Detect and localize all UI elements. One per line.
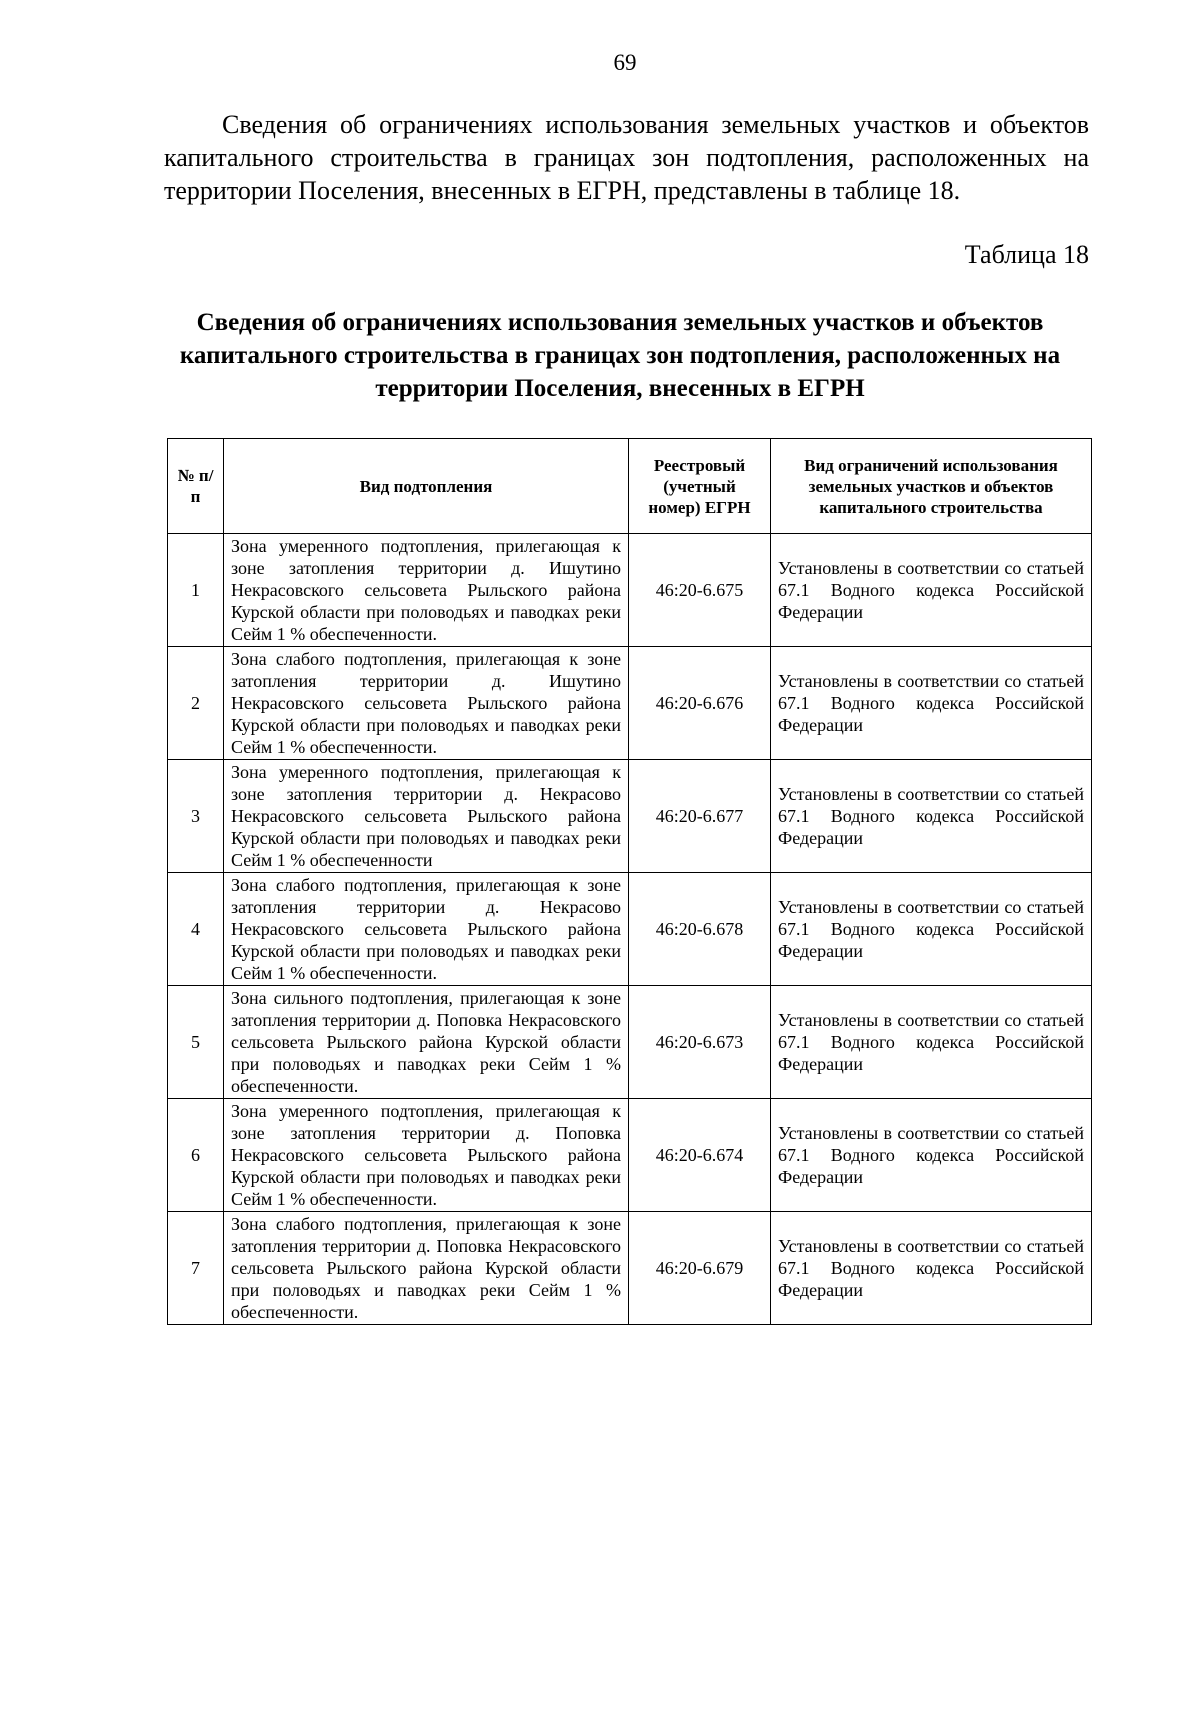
row-num: 4 <box>168 873 224 986</box>
row-restriction: Установлены в соответствии со статьей 67.1 Водного кодекса Российской Федерации <box>771 1212 1092 1325</box>
intro-paragraph <box>164 108 1089 207</box>
restrictions-table <box>167 438 1092 1325</box>
table-title: Сведения об ограничениях использования земельных участков и объектов капитального строительства в границах зон подтопления, расположенных на территории Поселения, внесенных в ЕГРН <box>179 309 1061 402</box>
row-type: Зона сильного подтопления, прилегающая к зоне затопления территории д. Поповка Некрасовского сельсовета Рыльского района Курской области при половодьях и паводках реки Сейм 1 % обеспеченности. <box>224 986 629 1099</box>
header-num: № п/п <box>168 439 224 534</box>
row-restriction: Установлены в соответствии со статьей 67.1 Водного кодекса Российской Федерации <box>771 534 1092 647</box>
row-type: Зона умеренного подтопления, прилегающая к зоне затопления территории д. Поповка Некрасовского сельсовета Рыльского района Курской области при половодьях и паводках реки Сейм 1 % обеспеченности. <box>224 1099 629 1212</box>
table-row <box>168 1212 1092 1325</box>
row-type: Зона умеренного подтопления, прилегающая к зоне затопления территории д. Некрасово Некрасовского сельсовета Рыльского района Курской области при половодьях и паводках реки Сейм 1 % обеспеченности <box>224 760 629 873</box>
row-registry: 46:20-6.677 <box>629 760 771 873</box>
row-num: 6 <box>168 1099 224 1212</box>
row-restriction: Установлены в соответствии со статьей 67.1 Водного кодекса Российской Федерации <box>771 986 1092 1099</box>
intro-text: Сведения об ограничениях использования земельных участков и объектов капитального строительства в границах зон подтопления, расположенных на территории Поселения, внесенных в ЕГРН, представлены в таблице 18. <box>164 110 1089 205</box>
table-label: Таблица 18 <box>964 240 1089 269</box>
row-num: 7 <box>168 1212 224 1325</box>
header-type: Вид подтопления <box>224 439 629 534</box>
row-restriction: Установлены в соответствии со статьей 67.1 Водного кодекса Российской Федерации <box>771 1099 1092 1212</box>
header-registry: Реестровый (учетный номер) ЕГРН <box>629 439 771 534</box>
row-registry: 46:20-6.673 <box>629 986 771 1099</box>
row-restriction: Установлены в соответствии со статьей 67.1 Водного кодекса Российской Федерации <box>771 760 1092 873</box>
row-num: 5 <box>168 986 224 1099</box>
table-row <box>168 647 1092 760</box>
header-restriction: Вид ограничений использования земельных участков и объектов капитального строительства <box>771 439 1092 534</box>
row-registry: 46:20-6.675 <box>629 534 771 647</box>
table-row <box>168 760 1092 873</box>
table-row <box>168 873 1092 986</box>
page-number: 69 <box>613 50 637 75</box>
row-type: Зона слабого подтопления, прилегающая к зоне затопления территории д. Ишутино Некрасовского сельсовета Рыльского района Курской области при половодьях и паводках реки Сейм 1 % обеспеченности. <box>224 647 629 760</box>
table-row <box>168 534 1092 647</box>
table-row <box>168 1099 1092 1212</box>
row-type: Зона слабого подтопления, прилегающая к зоне затопления территории д. Некрасово Некрасовского сельсовета Рыльского района Курской области при половодьях и паводках реки Сейм 1 % обеспеченности. <box>224 873 629 986</box>
row-type: Зона слабого подтопления, прилегающая к зоне затопления территории д. Поповка Некрасовского сельсовета Рыльского района Курской области при половодьях и паводках реки Сейм 1 % обеспеченности. <box>224 1212 629 1325</box>
row-restriction: Установлены в соответствии со статьей 67.1 Водного кодекса Российской Федерации <box>771 647 1092 760</box>
row-registry: 46:20-6.674 <box>629 1099 771 1212</box>
row-type: Зона умеренного подтопления, прилегающая к зоне затопления территории д. Ишутино Некрасовского сельсовета Рыльского района Курской области при половодьях и паводках реки Сейм 1 % обеспеченности. <box>224 534 629 647</box>
row-num: 2 <box>168 647 224 760</box>
row-restriction: Установлены в соответствии со статьей 67.1 Водного кодекса Российской Федерации <box>771 873 1092 986</box>
row-num: 3 <box>168 760 224 873</box>
table-header-row <box>168 439 1092 534</box>
row-registry: 46:20-6.679 <box>629 1212 771 1325</box>
row-registry: 46:20-6.678 <box>629 873 771 986</box>
table-row <box>168 986 1092 1099</box>
row-registry: 46:20-6.676 <box>629 647 771 760</box>
row-num: 1 <box>168 534 224 647</box>
